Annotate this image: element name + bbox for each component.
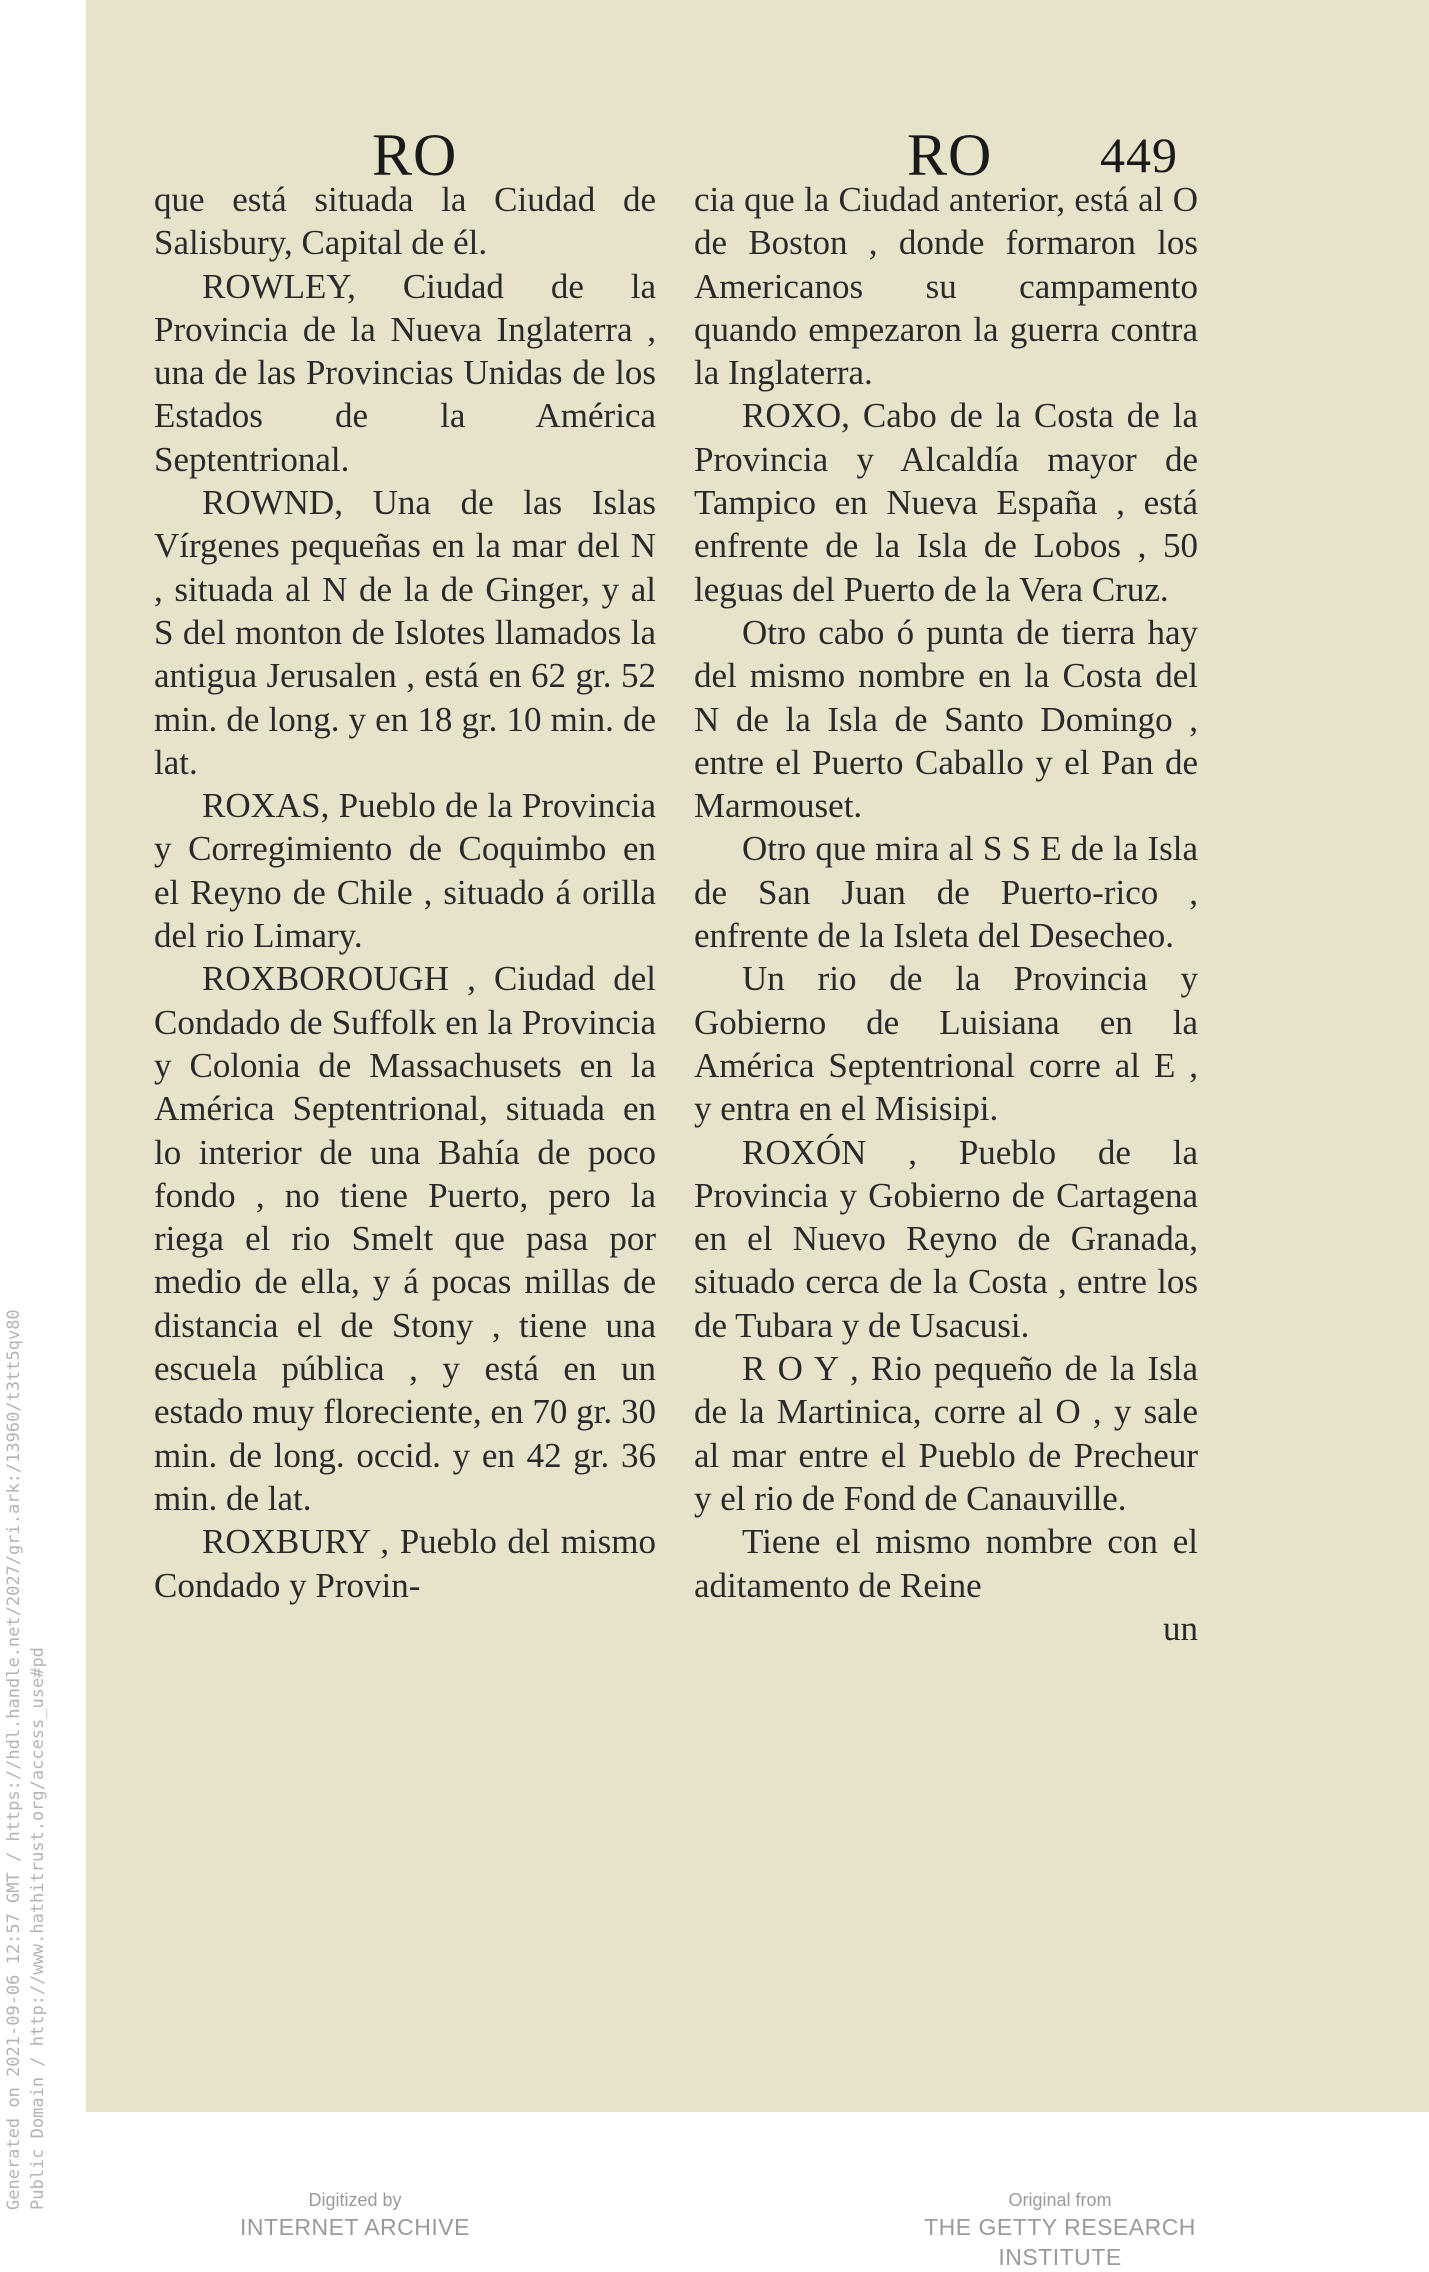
left-running-head: RO <box>372 122 458 188</box>
paragraph: Otro cabo ó punta de tierra hay del mismo nombre en la Costa del N de la Isla de Santo Domingo , entre el Puerto Caballo y el Pan de Marmouset. <box>694 612 1198 826</box>
catchword: un <box>1163 1608 1198 1648</box>
paragraph: Tiene el mismo nombre con el aditamento de Reine <box>694 1522 1198 1605</box>
paragraph: ROWLEY, Ciudad de la Provincia de la Nueva Inglaterra , una de las Provincias Unidas de los Estados de la América Septentrional. <box>154 266 656 479</box>
paragraph: ROXO, Cabo de la Costa de la Provincia y Alcaldía mayor de Tampico en Nueva España , está enfrente de la Isla de Lobos , 50 leguas del Puerto de la Vera Cruz. <box>694 396 1198 609</box>
left-column <box>154 178 656 1607</box>
paragraph: R O Y , Rio pequeño de la Isla de la Martinica, corre al O , y sale al mar entre el Pueblo de Precheur y el rio de Fond de Canauville. <box>694 1349 1198 1518</box>
digitized-by-credit <box>230 2188 480 2242</box>
right-column <box>694 178 1198 1650</box>
paragraph: ROXBOROUGH , Ciudad del Condado de Suffolk en la Provincia y Colonia de Massachusets en la América Septentrional, situada en lo interior de una Bahía de poco fondo , no tiene Puerto, pero la riega el rio Smelt que pasa por medio de ella, y á pocas millas de distancia el de Stony , tiene una escuela pública , y está en un estado muy floreciente, en 70 gr. 30 min. de long. occid. y en 42 gr. 36 min. de lat. <box>154 959 656 1518</box>
paragraph: ROXBURY , Pueblo del mismo Condado y Provin- <box>154 1522 656 1605</box>
right-running-head: RO <box>907 122 993 188</box>
watermark-line-1: Generated on 2021-09-06 12:57 GMT / https://hdl.handle.net/2027/gri.ark:/13960/t3tt5qv80 <box>4 1309 24 2210</box>
watermark-line-2: Public Domain / http://www.hathitrust.org/access_use#pd <box>28 1647 48 2210</box>
paragraph: ROXAS, Pueblo de la Provincia y Corregimiento de Coquimbo en el Reyno de Chile , situado á orilla del rio Limary. <box>154 786 656 956</box>
paragraph: ROWND, Una de las Islas Vírgenes pequeñas en la mar del N , situada al N de la de Ginger, y al S del monton de Islotes llamados la antigua Jerusalen , está en 62 gr. 52 min. de long. y en 18 gr. 10 min. de lat. <box>154 483 656 782</box>
paragraph: Un rio de la Provincia y Gobierno de Luisiana en la América Septentrional corre al E , y entra en el Misisipi. <box>694 959 1198 1129</box>
digitized-by-label: Digitized by <box>308 2190 402 2210</box>
hathitrust-watermark <box>2 1090 50 2210</box>
original-from-credit <box>860 2188 1260 2272</box>
paragraph: que está situada la Ciudad de Salisbury, Capital de él. <box>154 180 656 263</box>
paragraph: Otro que mira al S S E de la Isla de San Juan de Puerto-rico , enfrente de la Isleta del Desecheo. <box>694 829 1198 956</box>
getty-institute-label: THE GETTY RESEARCH INSTITUTE <box>924 2214 1196 2270</box>
original-from-label: Original from <box>1008 2190 1112 2210</box>
paragraph: ROXÓN , Pueblo de la Provincia y Gobierno de Cartagena en el Nuevo Reyno de Granada, situado cerca de la Costa , entre los de Tubara y de Usacusi. <box>694 1132 1198 1345</box>
page-number: 449 <box>1100 127 1178 183</box>
internet-archive-label: INTERNET ARCHIVE <box>240 2214 470 2240</box>
paragraph: cia que la Ciudad anterior, está al O de Boston , donde formaron los Americanos su campamento quando empezaron la guerra contra la Inglaterra. <box>694 180 1198 393</box>
